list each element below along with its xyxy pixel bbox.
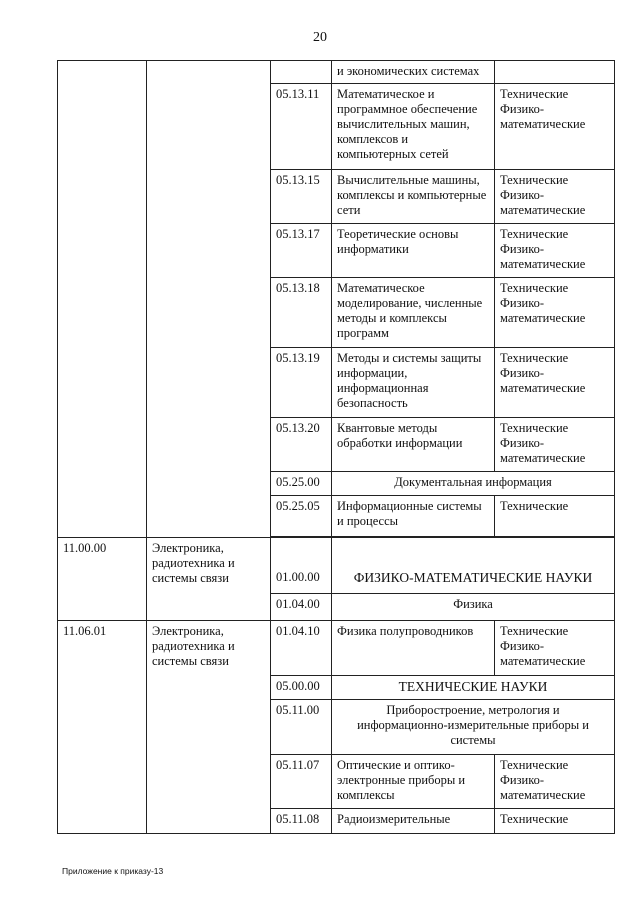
- direction-name: Электроника, радиотехника и системы связи: [147, 538, 271, 621]
- specialty-name: Вычислительные машины, комплексы и компьютерные сети: [332, 170, 495, 224]
- science-branches: Технические Физико-математические: [495, 278, 615, 348]
- specialty-name: Информационные системы и процессы: [332, 496, 495, 537]
- group-title: Приборостроение, метрология и информационно-измерительные приборы и системы: [332, 700, 615, 755]
- table-row: [58, 61, 615, 84]
- specialty-code: 05.11.07: [271, 755, 332, 809]
- specialty-code: 05.13.15: [271, 170, 332, 224]
- science-branches: Технические Физико-математические: [495, 755, 615, 809]
- specialty-code: 05.11.00: [271, 700, 332, 755]
- science-branches: Технические Физико-математические: [495, 621, 615, 676]
- empty-cell: [271, 61, 332, 84]
- science-branches: Технические Физико-математические: [495, 418, 615, 472]
- specialties-table: [57, 60, 615, 834]
- science-branches: Технические Физико-математические: [495, 170, 615, 224]
- specialty-name: Математическое моделирование, численные методы и комплексы программ: [332, 278, 495, 348]
- footer-text: Приложение к приказу-13: [62, 866, 164, 876]
- group-title: Документальная информация: [332, 472, 615, 496]
- specialty-code: 05.13.18: [271, 278, 332, 348]
- specialty-name: Теоретические основы информатики: [332, 224, 495, 278]
- empty-cell: [147, 61, 271, 538]
- continuation-text: и экономических системах: [332, 61, 495, 84]
- science-branches: Технические: [495, 809, 615, 834]
- table-row: [58, 538, 615, 594]
- specialty-code: 05.25.00: [271, 472, 332, 496]
- section-title: ТЕХНИЧЕСКИЕ НАУКИ: [332, 676, 615, 700]
- specialty-name: Квантовые методы обработки информации: [332, 418, 495, 472]
- specialty-name: Радиоизмерительные: [332, 809, 495, 834]
- direction-code: 11.00.00: [58, 538, 147, 621]
- science-branches: Технические Физико-математические: [495, 224, 615, 278]
- section-title: ФИЗИКО-МАТЕМАТИЧЕСКИЕ НАУКИ: [332, 538, 615, 594]
- science-branches: Технические Физико-математические: [495, 348, 615, 418]
- table-row: [58, 621, 615, 676]
- science-branches: Технические: [495, 496, 615, 537]
- specialty-name: Математическое и программное обеспечение вычислительных машин, комплексов и компьютерных сетей: [332, 84, 495, 170]
- specialty-code: 05.11.08: [271, 809, 332, 834]
- direction-code: 11.06.01: [58, 621, 147, 834]
- specialty-code: 05.13.20: [271, 418, 332, 472]
- direction-name: Электроника, радиотехника и системы связи: [147, 621, 271, 834]
- specialty-code: 05.00.00: [271, 676, 332, 700]
- specialty-code: 05.13.11: [271, 84, 332, 170]
- specialty-name: Методы и системы защиты информации, информационная безопасность: [332, 348, 495, 418]
- specialty-code: 01.04.00: [271, 594, 332, 621]
- empty-cell: [495, 61, 615, 84]
- page-number: 20: [313, 30, 327, 45]
- specialty-code: 05.13.19: [271, 348, 332, 418]
- group-title: Физика: [332, 594, 615, 621]
- specialty-name: Физика полупроводников: [332, 621, 495, 676]
- specialty-code: 01.00.00: [271, 538, 332, 594]
- specialty-code: 05.13.17: [271, 224, 332, 278]
- specialty-code: 01.04.10: [271, 621, 332, 676]
- specialty-name: Оптические и оптико-электронные приборы и комплексы: [332, 755, 495, 809]
- science-branches: Технические Физико-математические: [495, 84, 615, 170]
- specialty-code: 05.25.05: [271, 496, 332, 537]
- empty-cell: [58, 61, 147, 538]
